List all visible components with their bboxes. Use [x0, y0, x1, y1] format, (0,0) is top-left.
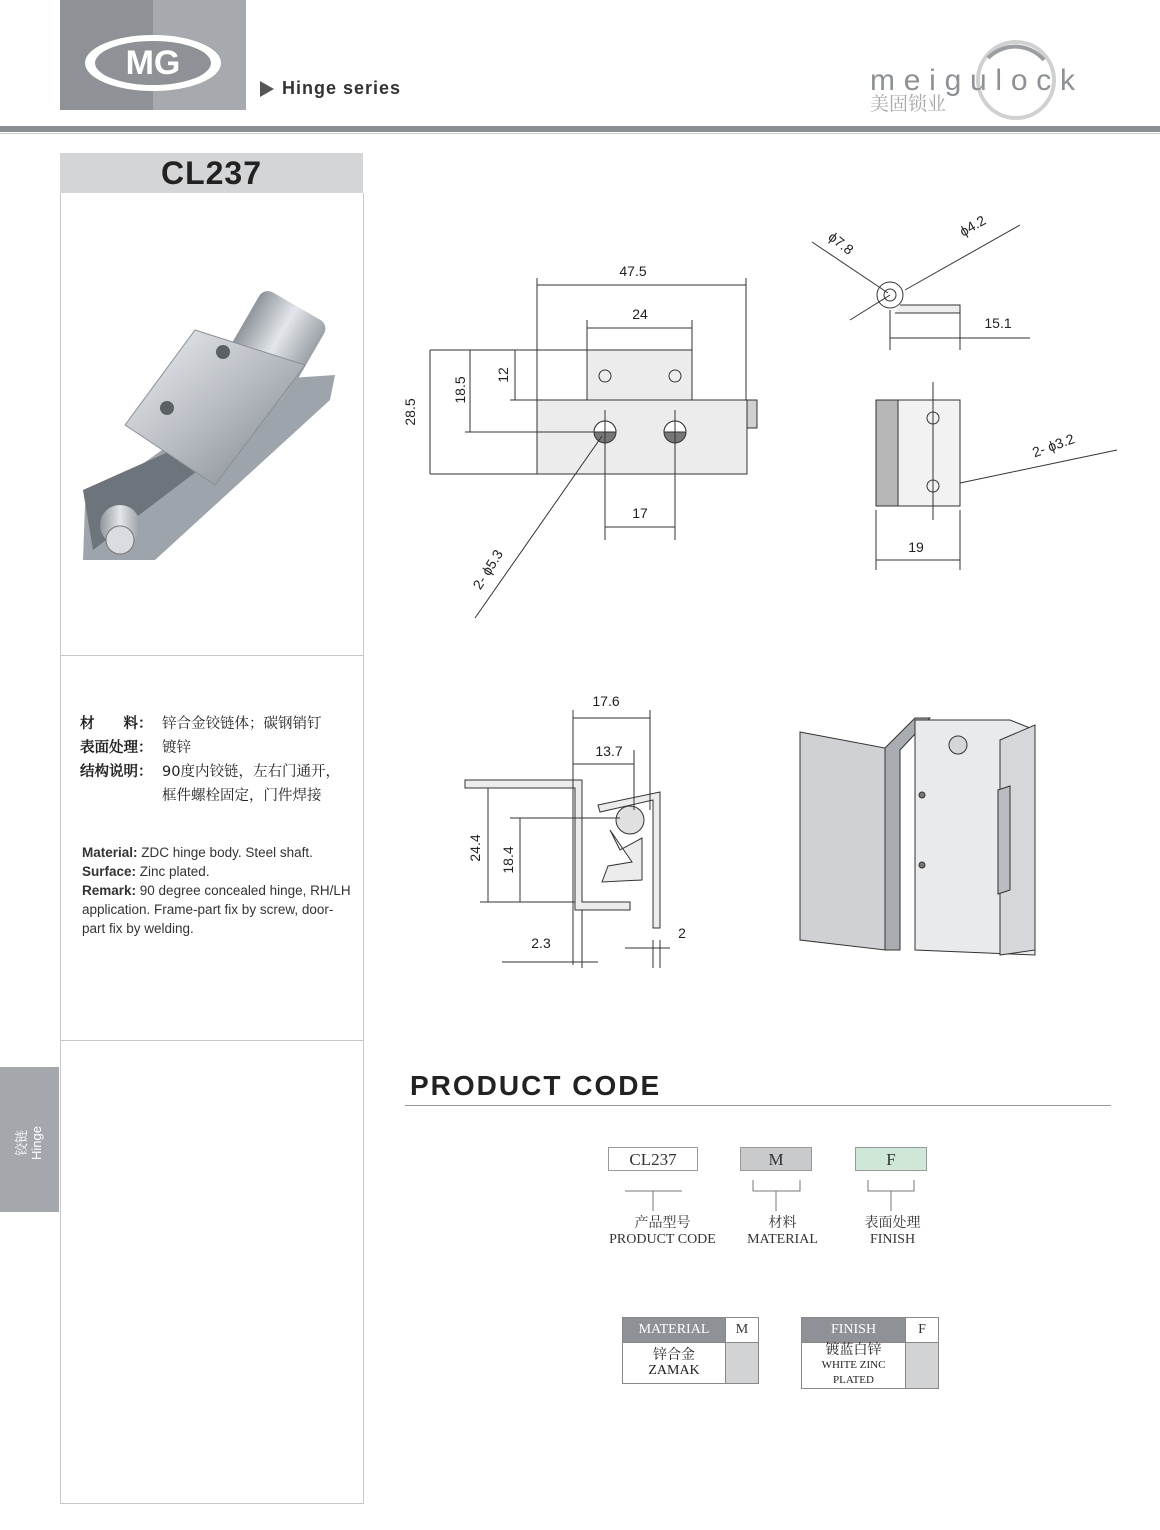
dim-label: 12 [495, 367, 511, 383]
dim-label: 19 [908, 539, 924, 555]
finish-option-white-zinc: 镀蓝白锌 WHITE ZINC PLATED [802, 1343, 906, 1389]
side-tab-hinge: 铰链 Hinge [0, 1067, 59, 1212]
spec-en-material: Material: ZDC hinge body. Steel shaft. [82, 845, 313, 860]
spec-en-remark: Remark: 90 degree concealed hinge, RH/LH application. Frame-part fix by screw, door-part fix by welding. [82, 883, 351, 936]
code-box-material: M [740, 1147, 812, 1171]
spec-row-material: 材 料： 锌合金铰链体；碳钢销钉 [80, 716, 322, 732]
product-photo [75, 290, 355, 590]
dim-label: 24.4 [467, 834, 483, 862]
technical-drawings [370, 150, 1160, 1050]
header-rule [0, 126, 1160, 132]
dim-label: ϕ4.2 [956, 211, 989, 240]
dim-label: 24 [632, 306, 648, 322]
dim-label: 13.7 [595, 743, 623, 759]
dim-label: 47.5 [619, 263, 647, 279]
code-box-model: CL237 [608, 1147, 698, 1171]
specs-chinese [80, 712, 340, 808]
meigulock-logo [868, 38, 1088, 123]
brand-name-cn: 美固锁业 [870, 94, 947, 115]
brand-logo-panel [60, 0, 246, 110]
material-table-head: MATERIAL [623, 1318, 726, 1343]
dim-label: 2- ϕ3.2 [1030, 430, 1077, 461]
mg-logo [60, 0, 246, 110]
spec-row-surface: 表面处理： 镀锌 [80, 740, 191, 756]
code-caption-material: 材料 MATERIAL [747, 1216, 818, 1247]
series-title: Hinge series [260, 78, 401, 99]
dim-label: 2 [678, 925, 686, 941]
divider [60, 1040, 363, 1041]
model-title: CL237 [60, 153, 363, 193]
code-caption-finish: 表面处理 FINISH [864, 1216, 921, 1247]
spec-row-remark: 结构说明： 90度内铰链，左右门通开， [80, 764, 340, 780]
code-box-finish: F [855, 1147, 927, 1171]
spec-en-surface: Surface: Zinc plated. [82, 864, 210, 879]
triangle-bullet-icon [260, 81, 274, 97]
material-option-zamak: 锌合金 ZAMAK [623, 1343, 726, 1384]
specs-english [82, 843, 352, 938]
material-options-table [622, 1317, 759, 1384]
dim-label: 28.5 [402, 398, 418, 426]
code-brackets [600, 1175, 940, 1215]
product-code-title: PRODUCT CODE [410, 1070, 662, 1101]
header-rule-thin [0, 133, 1160, 134]
divider [60, 655, 363, 656]
finish-table-code: F [906, 1318, 939, 1343]
code-caption-model: 产品型号 PRODUCT CODE [609, 1216, 716, 1247]
dim-label: ϕ7.8 [825, 228, 857, 258]
dim-label: 18.4 [500, 846, 516, 874]
material-table-code: M [726, 1318, 759, 1343]
dim-label: 17.6 [592, 693, 620, 709]
product-code-rule [405, 1105, 1111, 1106]
spec-row-remark-2: 框件螺栓固定，门件焊接 [162, 788, 322, 804]
dim-label: 18.5 [452, 376, 468, 404]
finish-options-table [801, 1317, 939, 1389]
finish-table-head: FINISH [802, 1318, 906, 1343]
dim-label: 15.1 [984, 315, 1012, 331]
dim-label: 17 [632, 505, 648, 521]
logo-text: MG [125, 44, 181, 82]
dim-label: 2- ϕ5.3 [469, 546, 507, 593]
dim-label: 2.3 [531, 935, 551, 951]
brand-name: meigulock [870, 64, 1075, 97]
